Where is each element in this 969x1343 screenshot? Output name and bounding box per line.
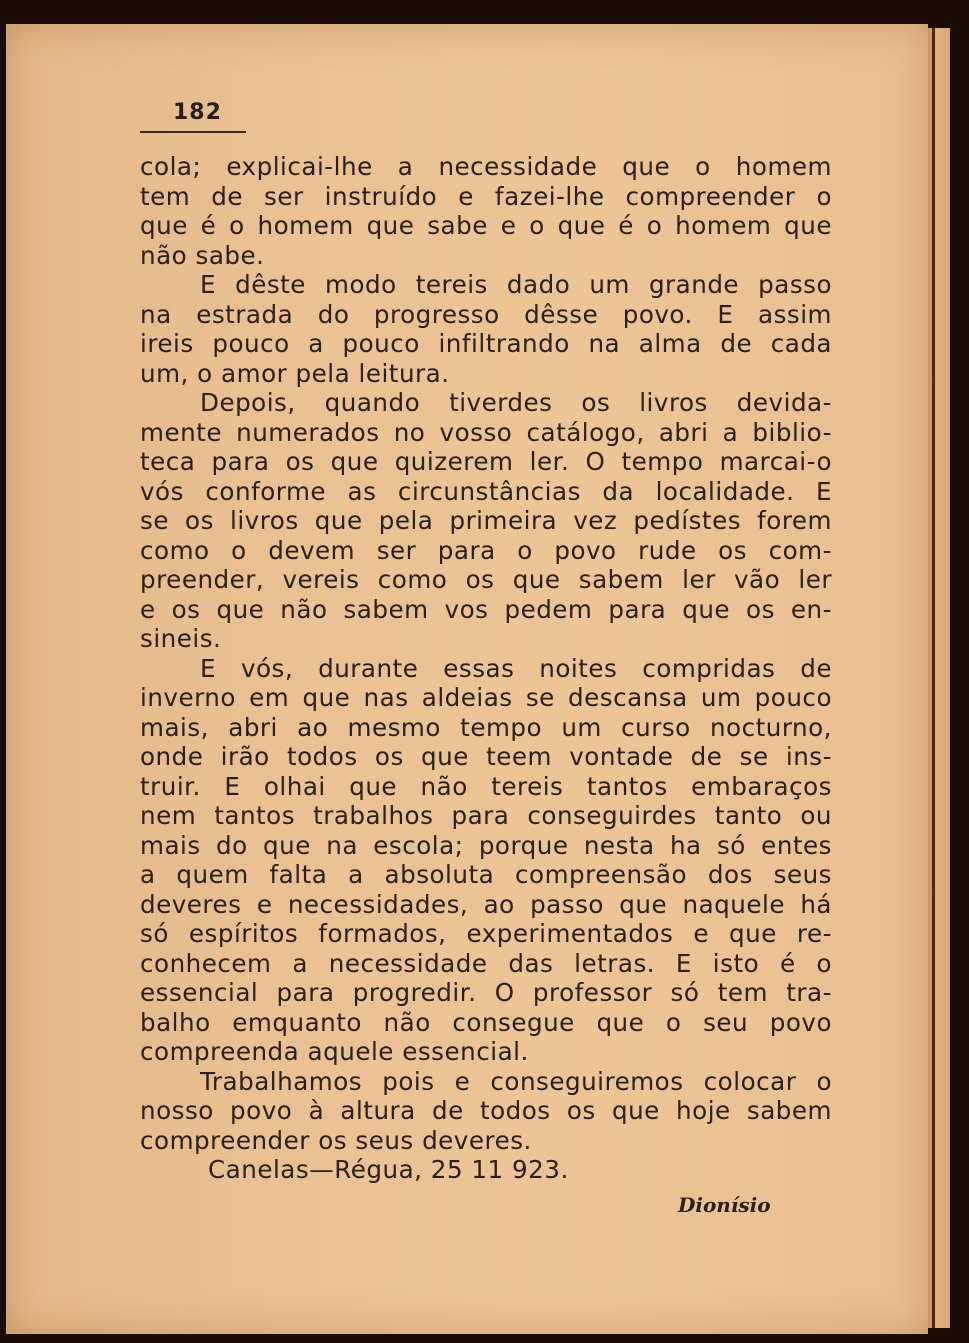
text-line: Trabalhamos pois e conseguiremos colocar o	[200, 1066, 832, 1096]
text-line: nem tantos trabalhos para conseguirdes tanto ou	[140, 801, 832, 830]
text-line: sineis.	[140, 624, 222, 653]
text-line: preender, vereis como os que sabem ler vão ler	[140, 565, 832, 594]
text-line: E dêste modo tereis dado um grande passo	[200, 270, 832, 299]
text-line: não sabe.	[140, 240, 265, 270]
text-line: mais do que na escola; porque nesta ha só entes	[140, 830, 832, 860]
text-line: onde irão todos os que teem vontade de se ins-	[140, 742, 832, 771]
header-rule	[140, 131, 246, 133]
text-line: a quem falta a absoluta compreensão dos seus	[140, 860, 832, 889]
text-line: Depois, quando tiverdes os livros devida-	[200, 388, 832, 417]
text-line: balho emquanto não consegue que o seu povo	[140, 1007, 832, 1037]
text-line: como o devem ser para o povo rude os com-	[140, 535, 832, 565]
text-line: truir. E olhai que não tereis tantos embaraços	[140, 771, 832, 801]
text-line: e os que não sabem vos pedem para que os en-	[140, 594, 832, 624]
text-line: mais, abri ao mesmo tempo um curso nocturno,	[140, 712, 832, 742]
text-line: que é o homem que sabe e o que é o homem que	[140, 211, 832, 240]
text-line: se os livros que pela primeira vez pedístes forem	[140, 506, 832, 535]
text-line: compreenda aquele essencial.	[140, 1037, 529, 1066]
text-line: tem de ser instruído e fazei-lhe compreender o	[140, 181, 832, 211]
page-number: 182	[173, 100, 222, 125]
text-line: vós conforme as circunstâncias da localidade. E	[140, 476, 832, 506]
text-line: deveres e necessidades, ao passo que naquele há	[140, 889, 832, 919]
text-line: teca para os que quizerem ler. O tempo marcai-o	[140, 447, 832, 476]
text-line: só espíritos formados, experimentados e que re-	[140, 919, 832, 948]
text-line: cola; explicai-lhe a necessidade que o homem	[140, 152, 832, 181]
body-text	[140, 152, 832, 1185]
text-line: compreender os seus deveres.	[140, 1125, 532, 1155]
text-line: nosso povo à altura de todos os que hoje sabem	[140, 1096, 832, 1125]
text-line: conhecem a necessidade das letras. E isto é o	[140, 948, 832, 978]
text-line: ireis pouco a pouco infiltrando na alma de cada	[140, 329, 832, 358]
text-line: um, o amor pela leitura.	[140, 358, 450, 388]
text-line: na estrada do progresso dêsse povo. E assim	[140, 299, 832, 329]
place-date-line: Canelas—Régua, 25 11 923.	[208, 1155, 569, 1184]
text-line: E vós, durante essas noites compridas de	[200, 653, 832, 683]
text-line: inverno em que nas aldeias se descansa um pouco	[140, 683, 832, 712]
text-line: essencial para progredir. O professor só tem tra-	[140, 978, 832, 1007]
page-edge	[928, 28, 950, 1328]
text-line: mente numerados no vosso catálogo, abri a biblio-	[140, 417, 832, 447]
author-signature: Dionísio	[678, 1193, 771, 1217]
